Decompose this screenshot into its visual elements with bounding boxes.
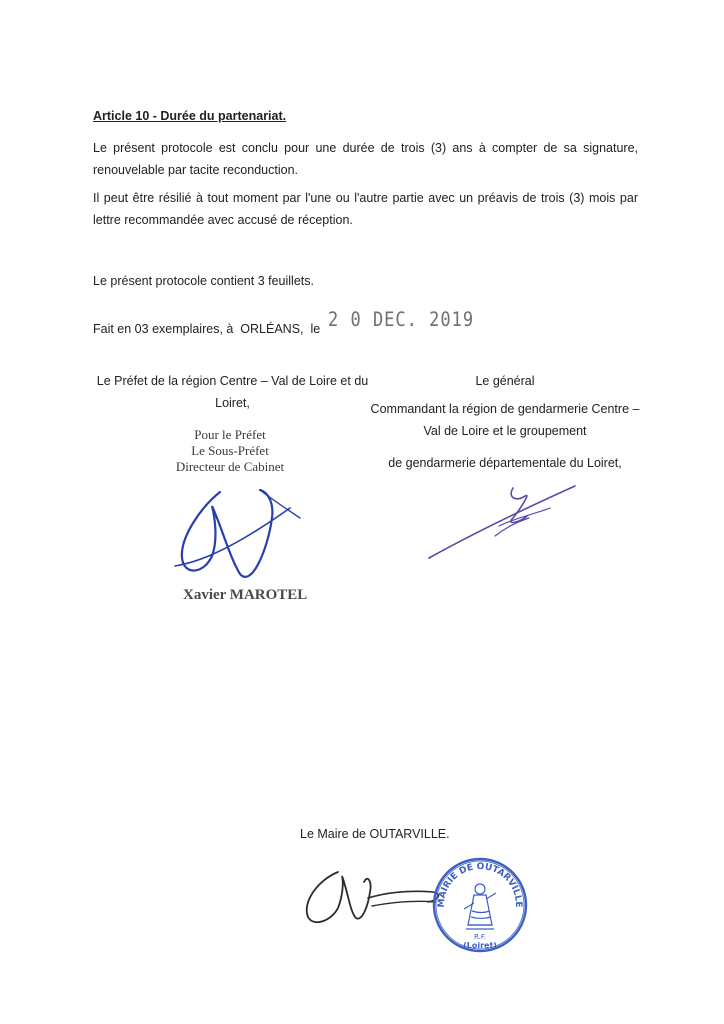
date-stamp: 2 0 DEC. 2019	[328, 308, 475, 332]
paragraph-duration	[93, 137, 638, 181]
general-title-line: Le général	[475, 374, 535, 388]
paragraph-line: renouvelable par tacite reconduction.	[93, 163, 298, 177]
stamp-line: Le Sous-Préfet	[191, 443, 269, 458]
prefect-title-line: Loiret,	[215, 396, 250, 410]
article-heading: Article 10 - Durée du partenariat.	[93, 109, 287, 123]
paragraph-line: Il peut être résilié à tout moment par l'une ou l'autre partie avec un préavis de trois (3) mois par	[93, 191, 638, 205]
prefect-title	[95, 370, 370, 414]
general-title-line: de gendarmerie départementale du Loiret,	[388, 456, 622, 470]
town-hall-seal	[430, 855, 530, 955]
prefect-name: Xavier MAROTEL	[183, 587, 308, 603]
general-title	[370, 370, 640, 474]
mayor-title: Le Maire de OUTARVILLE.	[300, 827, 450, 841]
paragraph-line: lettre recommandée avec accusé de réception.	[93, 213, 353, 227]
seal-rf-text: R.F.	[474, 933, 486, 941]
prefect-signature	[160, 478, 310, 583]
sheets-note: Le présent protocole contient 3 feuillets.	[93, 274, 314, 288]
general-signature	[425, 478, 585, 563]
seal-department-text: (Loiret)	[463, 941, 497, 950]
seal-ring-text: MAIRIE DE OUTARVILLE	[436, 861, 524, 908]
paragraph-termination	[93, 187, 638, 231]
mayor-signature	[298, 862, 448, 932]
stamp-line: Directeur de Cabinet	[175, 459, 285, 474]
general-title-line: Val de Loire et le groupement	[423, 424, 587, 438]
paragraph-line: Le présent protocole est conclu pour une durée de trois (3) ans à compter de sa signature,	[93, 141, 638, 155]
prefect-delegation-stamp	[155, 427, 305, 475]
prefect-title-line: Le Préfet de la région Centre – Val de Loire et du	[96, 374, 369, 388]
signing-place: Fait en 03 exemplaires, à ORLÉANS, le	[93, 322, 321, 336]
stamp-line: Pour le Préfet	[194, 427, 266, 442]
general-title-line: Commandant la région de gendarmerie Centre –	[370, 402, 640, 416]
marianne-emblem	[464, 884, 496, 929]
